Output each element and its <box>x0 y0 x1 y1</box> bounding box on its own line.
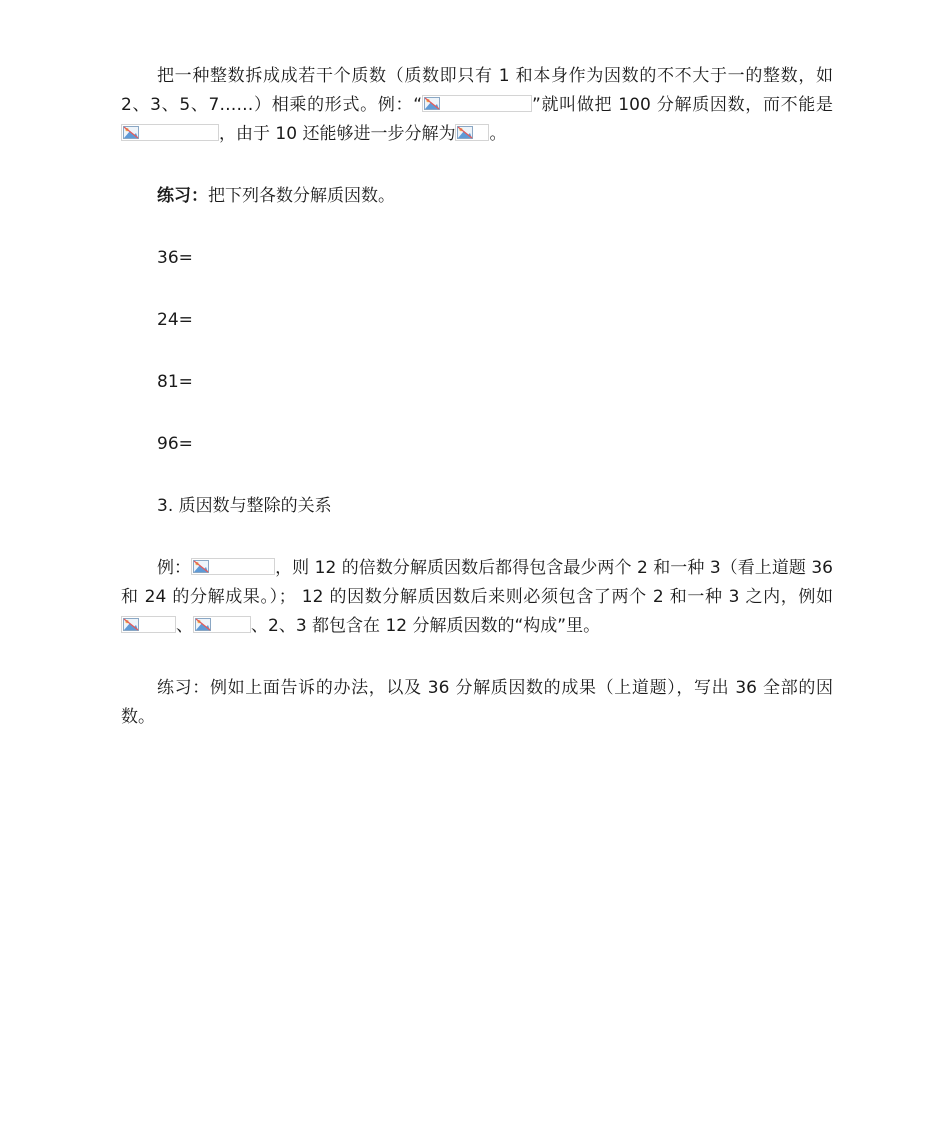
example-text-3: 、 <box>176 616 193 636</box>
intro-text-4: 。 <box>489 124 507 144</box>
broken-image-icon <box>193 560 209 573</box>
formula-image-factor-a <box>121 616 176 633</box>
formula-image-factor-b <box>193 616 251 633</box>
example-text-4: 、2、3 都包含在 12 分解质因数的“构成”里。 <box>251 616 601 636</box>
document-page <box>121 62 833 732</box>
exercise-1-paragraph <box>121 182 833 211</box>
formula-image-12-factorization <box>191 558 275 575</box>
intro-paragraph <box>121 62 833 149</box>
example-text-1: 例： <box>157 558 192 578</box>
example-paragraph <box>121 554 833 641</box>
formula-image-wrong-factorization <box>121 124 219 141</box>
broken-image-icon <box>123 618 139 631</box>
equation-24: 24= <box>157 310 193 330</box>
broken-image-icon <box>123 126 139 139</box>
intro-text-3: ，由于 10 还能够进一步分解为 <box>219 124 456 144</box>
intro-text-2: ”就叫做把 100 分解质因数，而不能是 <box>532 95 833 115</box>
exercise-1-text: 把下列各数分解质因数。 <box>208 186 395 206</box>
exercise-2-paragraph: 练习：例如上面告诉的办法，以及 36 分解质因数的成果（上道题），写出 36 全部的因数。 <box>121 678 833 727</box>
section-3-heading: 3. 质因数与整除的关系 <box>157 496 332 516</box>
broken-image-icon <box>424 97 440 110</box>
equation-81: 81= <box>157 372 193 392</box>
formula-image-100-factorization <box>422 95 532 112</box>
intro-text-1: 把一种整数拆成成若干个质数（质数即只有 1 和本身作为因数的不不大于一的整数，如 2、3、5、7……）相乘的形式。例：“ <box>121 66 833 115</box>
exercise-1-label: 练习： <box>157 186 208 206</box>
equation-96: 96= <box>157 434 193 454</box>
example-text-2: ，则 12 的倍数分解质因数后都得包含最少两个 2 和一种 3（看上道题 36 和 24 的分解成果。）； 12 的因数分解质因数后来则必须包含了两个 2 和一种 3 之内，例如 <box>121 558 833 607</box>
equation-36: 36= <box>157 248 193 268</box>
broken-image-icon <box>457 126 473 139</box>
formula-image-10-factorization <box>455 124 489 141</box>
broken-image-icon <box>195 618 211 631</box>
